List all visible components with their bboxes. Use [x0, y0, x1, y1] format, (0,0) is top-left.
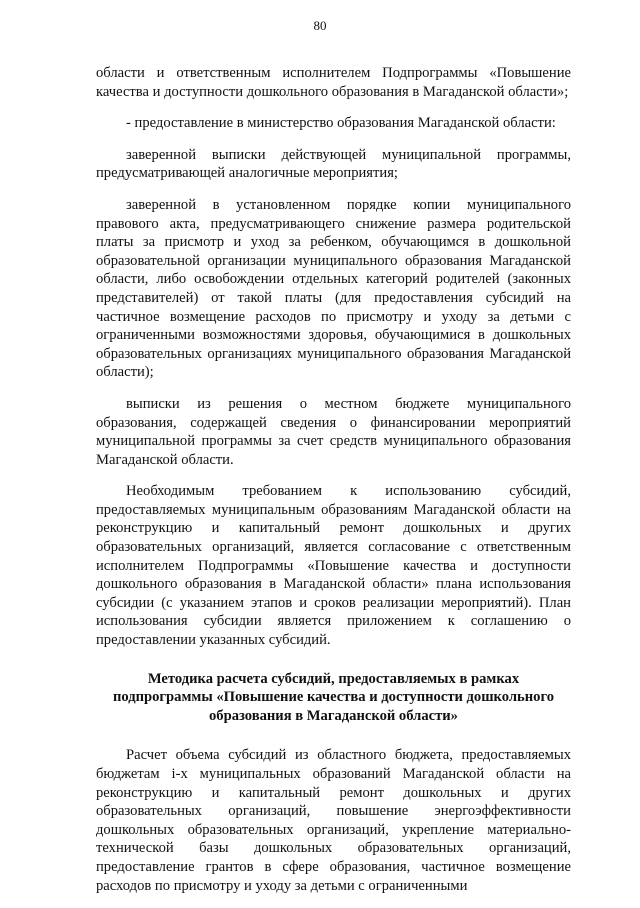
paragraph-calculation: Расчет объема субсидий из областного бюджета, предоставляемых бюджетам i-х муниципальных образований Магаданской области на реконструкцию и капитальный ремонт дошкольных и других образовательных организаций, повышение энергоэффективности дошкольных образовательных организаций, укрепление материально-технической базы дошкольных образовательных организаций, предоставление грантов в сфере образования, частичное возмещение расходов по присмотру и уходу за детьми с ограниченными	[96, 747, 571, 894]
section-heading-line-3: образования в Магаданской области»	[209, 707, 458, 724]
section-heading-line-1: Методика расчета субсидий, предоставляемых в рамках	[147, 670, 520, 687]
page-number: 80	[313, 18, 327, 33]
paragraph-submission-list: - предоставление в министерство образования Магаданской области:	[126, 115, 556, 132]
paragraph-program-extract: заверенной выписки действующей муниципальной программы, предусматривающей аналогичные мероприятия;	[96, 146, 571, 182]
paragraph-legal-act-copy: заверенной в установленном порядке копии муниципального правового акта, предусматривающего снижение размера родительской платы за присмотр и уход за ребенком, обучающимся в дошкольной образовательной организации муниципального образования Магаданской области, либо освобождении отдельных категорий родителей (законных представителей) от такой платы (для предоставления субсидий на частичное возмещение расходов по присмотру и уходу за детьми с ограниченными возможностями здоровья, обучающимися в дошкольных образовательных организациях муниципального образования Магаданской области);	[96, 196, 571, 381]
paragraph-continuation: области и ответственным исполнителем Подпрограммы «Повышение качества и доступности дошкольного образования в Магаданской области»;	[96, 65, 571, 100]
paragraph-requirement: Необходимым требованием к использованию субсидий, предоставляемых муниципальным образованиям Магаданской области на реконструкцию и капитальный ремонт дошкольных и других образовательных организаций, является согласование с ответственным исполнителем Подпрограммы «Повышение качества и доступности дошкольного образования в Магаданской области» плана использования субсидии (с указанием этапов и сроков реализации мероприятий). План использования субсидии является приложением к соглашению о предоставлении указанных субсидий.	[96, 483, 571, 649]
document-body	[96, 64, 571, 908]
paragraph-budget-extract: выписки из решения о местном бюджете муниципального образования, содержащей сведения о финансировании мероприятий муниципальной программы за счет средств муниципального образования Магаданской области.	[96, 395, 571, 468]
section-heading	[96, 670, 571, 726]
section-heading-line-2: подпрограммы «Повышение качества и доступности дошкольного	[112, 689, 555, 706]
